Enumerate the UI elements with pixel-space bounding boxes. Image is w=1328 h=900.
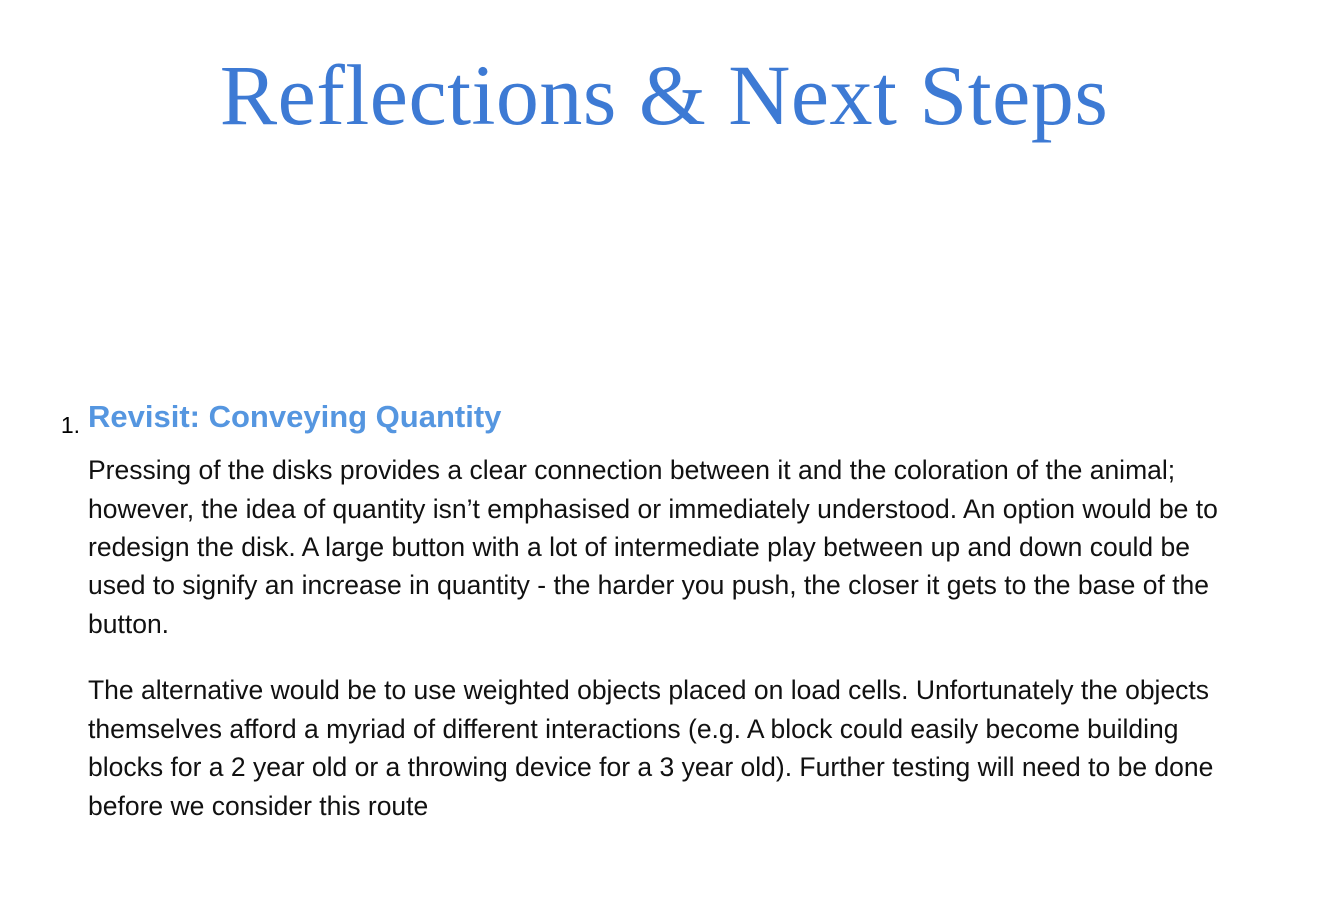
list-item-content [88, 398, 1260, 825]
list-item-paragraph-2: The alternative would be to use weighted objects placed on load cells. Unfortunately the objects themselves afford a myriad of different interactions (e.g. A block could easily become building blocks for a 2 year old or a throwing device for a 3 year old). Further testing will need to be done before we consider this route [88, 675, 1214, 821]
list-item-number: 1. [60, 412, 80, 438]
slide-body [40, 398, 1260, 825]
page-title: Reflections & Next Steps [219, 47, 1109, 143]
list-item [40, 398, 1260, 825]
list-item-paragraph-1: Pressing of the disks provides a clear connection between it and the coloration of the animal; however, the idea of quantity isn’t emphasised or immediately understood. An option would be to redesign the disk. A large button with a lot of intermediate play between up and down could be used to signify an increase in quantity - the harder you push, the closer it gets to the base of the button. [88, 455, 1218, 639]
list-item-heading: Revisit: Conveying Quantity [88, 399, 502, 434]
